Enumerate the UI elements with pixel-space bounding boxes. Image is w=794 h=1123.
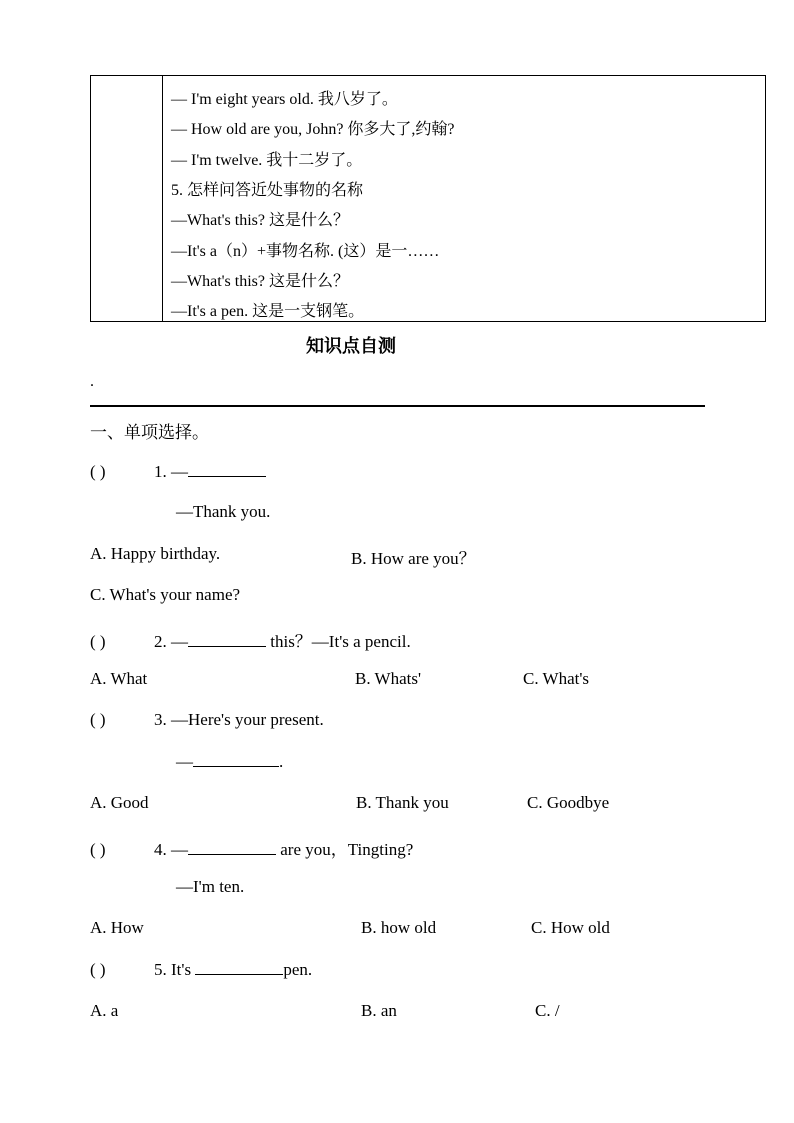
- question-4-reply: —I'm ten.: [176, 877, 245, 896]
- question-stem: 1. —: [154, 462, 188, 481]
- answer-paren[interactable]: ( ): [90, 632, 106, 651]
- stray-dot: .: [90, 373, 94, 390]
- answer-blank[interactable]: [188, 462, 266, 477]
- option-c[interactable]: C. What's: [523, 669, 590, 688]
- question-stem-end: this？—It's a pencil.: [266, 632, 411, 651]
- option-a[interactable]: A. Good: [90, 793, 149, 812]
- question-2: [90, 627, 411, 652]
- question-5: [90, 960, 312, 980]
- option-c[interactable]: C. Goodbye: [527, 793, 610, 812]
- section-title: 一、单项选择。: [90, 423, 209, 443]
- answer-blank[interactable]: [195, 960, 283, 975]
- option-a[interactable]: A. a: [90, 1001, 119, 1020]
- table-line: —It's a pen. 这是一支钢笔。: [171, 303, 365, 320]
- notes-table: [90, 75, 766, 322]
- question-1-reply: —Thank you.: [176, 502, 271, 521]
- option-a[interactable]: A. What: [90, 669, 148, 688]
- page-title: 知识点自测: [306, 336, 396, 357]
- table-line: — I'm eight years old. 我八岁了。: [171, 91, 398, 108]
- reply-period: .: [279, 752, 284, 771]
- option-a[interactable]: A. How: [90, 918, 144, 937]
- answer-blank[interactable]: [188, 632, 266, 647]
- question-3-reply: [176, 752, 283, 772]
- question-stem: 3. —Here's your present.: [154, 710, 324, 729]
- option-a[interactable]: A. Happy birthday.: [90, 544, 221, 563]
- answer-paren[interactable]: ( ): [90, 710, 106, 729]
- question-1: [90, 462, 266, 482]
- table-line: — I'm twelve. 我十二岁了。: [171, 152, 363, 169]
- table-column-divider: [162, 76, 163, 321]
- question-stem: 2. —: [154, 632, 188, 651]
- table-line: —It's a（n）+事物名称. (这）是一……: [171, 243, 440, 260]
- table-line: —What's this? 这是什么？: [171, 273, 349, 290]
- option-b[interactable]: B. Whats': [355, 669, 422, 688]
- option-c[interactable]: C. How old: [531, 918, 610, 937]
- option-c[interactable]: C. /: [535, 1001, 560, 1020]
- question-stem-end: pen.: [283, 960, 313, 979]
- question-stem: 4. —: [154, 840, 188, 859]
- divider-rule: [90, 405, 705, 407]
- table-line: 5. 怎样问答近处事物的名称: [171, 182, 364, 199]
- question-stem-end: are you，Tingting?: [276, 840, 414, 859]
- reply-dash: —: [176, 752, 193, 771]
- answer-blank[interactable]: [193, 752, 279, 767]
- option-b[interactable]: B. how old: [361, 918, 437, 937]
- table-line: — How old are you, John? 你多大了,约翰?: [171, 121, 455, 138]
- answer-paren[interactable]: ( ): [90, 840, 106, 859]
- option-b[interactable]: B. an: [361, 1001, 397, 1020]
- answer-blank[interactable]: [188, 840, 276, 855]
- question-3: [90, 710, 324, 730]
- option-b[interactable]: B. Thank you: [356, 793, 449, 812]
- answer-paren[interactable]: ( ): [90, 462, 106, 481]
- answer-paren[interactable]: ( ): [90, 960, 106, 979]
- question-stem: 5. It's: [154, 960, 196, 979]
- table-line: —What's this? 这是什么？: [171, 212, 349, 229]
- option-b[interactable]: B. How are you？: [351, 549, 476, 568]
- question-4: [90, 835, 413, 860]
- option-c[interactable]: C. What's your name?: [90, 585, 241, 604]
